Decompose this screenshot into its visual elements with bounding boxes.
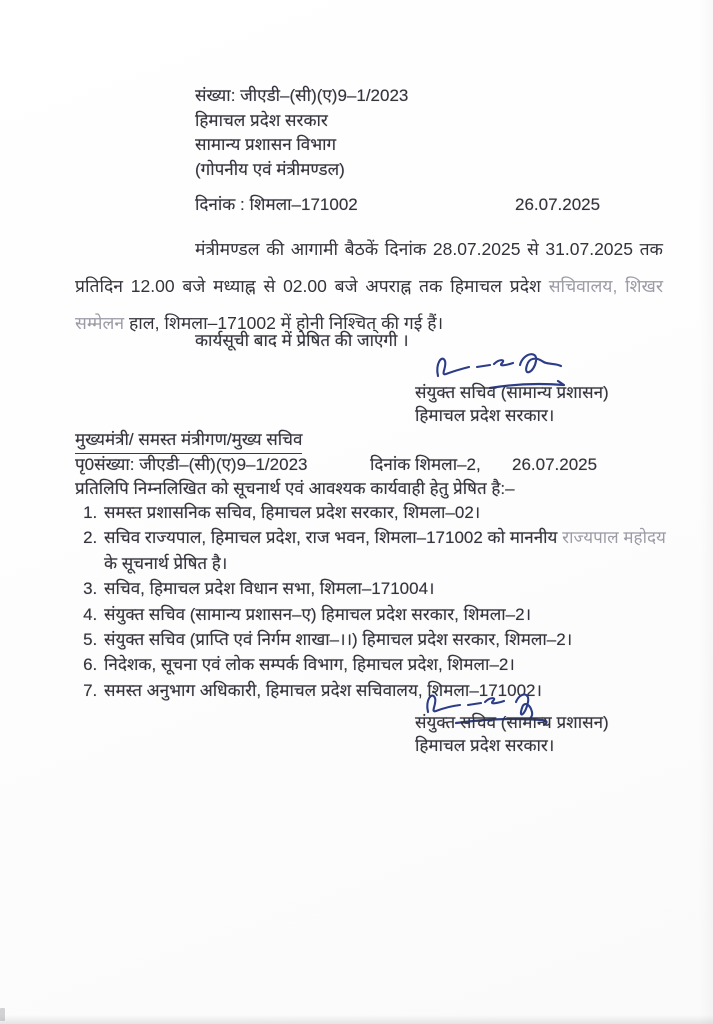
list-item: 4. संयुक्त सचिव (सामान्य प्रशासन–ए) हिमाचल प्रदेश सरकार, शिमला–2। xyxy=(102,602,666,627)
list-item: 1. समस्त प्रशासनिक सचिव, हिमाचल प्रदेश सरकार, शिमला–02। xyxy=(102,500,666,525)
signatory-org: हिमाचल प्रदेश सरकार। xyxy=(415,406,555,425)
signatory-title: संयुक्त सचिव (सामान्य प्रशासन) xyxy=(415,713,609,732)
reference-date: 26.07.2025 xyxy=(512,455,598,474)
agenda-line: कार्यसूची बाद में प्रेषित की जाएगी । xyxy=(195,331,409,350)
reference-row xyxy=(75,453,663,477)
list-item: 2. सचिव राज्यपाल, हिमाचल प्रदेश, राज भवन, शिमला–171002 को माननीय राज्यपाल महोदय के सूचनार्थ प्रेषित है। xyxy=(102,525,666,576)
copy-forward-line: प्रतिलिपि निम्नलिखित को सूचनार्थ एवं आवश्यक कार्यवाही हेतु प्रेषित है:– xyxy=(75,479,515,498)
signatory-block-top xyxy=(415,381,609,427)
letter-place: दिनांक : शिमला–171002 xyxy=(195,195,358,214)
department-name: सामान्य प्रशासन विभाग xyxy=(195,135,337,154)
government-name: हिमाचल प्रदेश सरकार xyxy=(195,110,328,130)
list-item: 3. सचिव, हिमाचल प्रदेश विधान सभा, शिमला–171004। xyxy=(102,576,666,601)
scan-artifact xyxy=(0,1008,5,1021)
letter-date: 26.07.2025 xyxy=(515,195,601,214)
list-item: 6. निदेशक, सूचना एवं लोक सम्पर्क विभाग, हिमाचल प्रदेश, शिमला–2। xyxy=(102,652,666,677)
date-row xyxy=(195,193,655,217)
signatory-org: हिमाचल प्रदेश सरकार। xyxy=(415,736,555,755)
paragraph-text: मंत्रीमण्डल की आगामी बैठकें दिनांक 28.07.2025 से 31.07.2025 तक प्रतिदिन 12.00 बजे मध्याह्न से 02.00 बजे अपराह्न तक हिमाचल प्रदेश xyxy=(75,239,663,296)
addressee-line: मुख्यमंत्री/ समस्त मंत्रीगण/मुख्य सचिव xyxy=(75,428,302,454)
paragraph-text-end: हाल, शिमला–171002 में होनी निश्चित् की गई हैं। xyxy=(124,313,444,333)
paragraph-faded-text: सचिवालय, शिखर सम्मेलन xyxy=(75,276,663,333)
list-item: 7. समस्त अनुभाग अधिकारी, हिमाचल प्रदेश सचिवालय, शिमला–171002। xyxy=(102,678,666,703)
body-paragraph xyxy=(75,231,663,342)
signatory-title: संयुक्त सचिव (सामान्य प्रशासन) xyxy=(415,383,609,402)
scan-edge-shading xyxy=(699,0,713,1024)
list-item: 5. संयुक्त सचिव (प्राप्ति एवं निर्गम शाखा–।।) हिमाचल प्रदेश सरकार, शिमला–2। xyxy=(102,627,666,652)
letter-header xyxy=(195,84,408,182)
copy-recipient-list xyxy=(78,500,666,703)
scan-edge-shading xyxy=(0,1015,713,1024)
reference-place: दिनांक शिमला–2, xyxy=(370,455,481,474)
letter-number: संख्या: जीएडी–(सी)(ए)9–1/2023 xyxy=(195,86,409,105)
signatory-block-bottom xyxy=(415,711,609,757)
branch-name: (गोपनीय एवं मंत्रीमण्डल) xyxy=(195,159,345,179)
reference-number: पृ0संख्या: जीएडी–(सी)(ए)9–1/2023 xyxy=(75,455,308,474)
